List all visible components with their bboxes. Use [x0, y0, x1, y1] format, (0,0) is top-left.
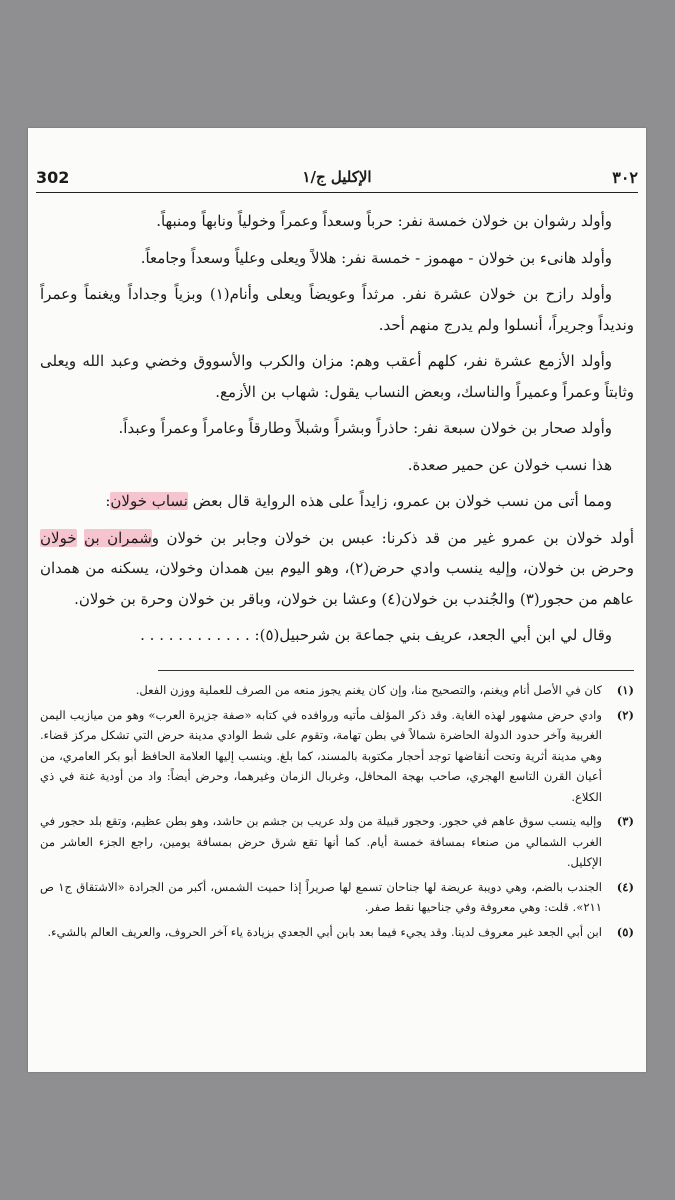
footnote-text: وادي حرض مشهور لهذه الغاية. وقد ذكر المؤلف مأتيه وروافده في كتابه «صفة جزيرة العرب» وهو من ميازيب اليمن الغربية وآخر حدود الدولة الحاضرة شمالاً في بطن تهامة، وتقوم على شط الوادي مدينة حرض التي تشكل مركز قضاء. وهي مدينة أثرية وتحت أنقاضها توجد أحجار مكتوبة بالمسند، كما بلغ. وينسب إليها العلامة الحافظ أبو بكر العامري، من أعيان القرن التاسع الهجري، صاحب بهجة المحافل، وغربال الزمان وغيرهما، وحرض أيضاً: واد من أودية غنة في ذي الكلاع.	[40, 707, 602, 804]
footnote-number: (٣)	[616, 814, 634, 828]
footnote-number: (٤)	[616, 879, 634, 894]
footnote-number: (٢)	[616, 707, 634, 722]
text-segment: أولد خولان بن عمرو غير من قد ذكرنا: عبس بن خولان وجابر بن خولان و	[151, 528, 634, 547]
paragraph	[40, 523, 634, 615]
footnote	[40, 877, 634, 918]
footnote-text: الجندب بالضم، وهي دويبة عريضة لها جناحان تسمع لها صريراً إذا حميت الشمس، أكبر من الجرادة «الاشتقاق ج١ ص ٢١١». قلت: وهي معروفة وفي جناحيها نقط صفر.	[40, 879, 603, 914]
text-segment: ومما أتى من نسب خولان بن عمرو، زايداً على هذه الرواية قال بعض	[187, 492, 612, 510]
text-segment: :	[105, 492, 111, 510]
footnote	[40, 811, 634, 873]
paragraph: وأولد الأزمع عشرة نفر، كلهم أعقب وهم: مزان والكرب والأسووق وخضي وعبد الله ويعلى وثابتاً وعمراً وعميراً والناسك، وبعض النساب يقول: شهاب بن الأزمع.	[40, 352, 634, 401]
main-text	[40, 206, 634, 657]
page-number-arabic: ٣٠٢	[612, 168, 638, 187]
highlighted-text: خولان	[40, 528, 77, 547]
page-header	[36, 168, 638, 194]
footnote	[40, 680, 634, 701]
footnote-number: (٥)	[616, 924, 634, 939]
footnotes	[40, 680, 634, 946]
paragraph: وأولد هانىء بن خولان - مهموز - خمسة نفر: هلالاً ويعلى وعلياً وسعداً وجامعاً.	[140, 248, 612, 267]
footnote-number: (١)	[616, 683, 634, 697]
paragraph: هذا نسب خولان عن حمير صعدة.	[407, 455, 612, 474]
highlighted-text: نساب خولان	[110, 492, 188, 510]
paragraph: وأولد رشوان بن خولان خمسة نفر: حرباً وسعداً وعمراً وخولياً ونابهاً ومنبهاً.	[156, 212, 612, 230]
paragraph: وقال لي ابن أبي الجعد، عريف بني جماعة بن شرحبيل(٥): . . . . . . . . . . . .	[140, 626, 612, 644]
footnote-text: وإليه ينسب سوق عاهم في حجور. وحجور قبيلة من ولد عريب بن جشم بن حاشد، وهو بطن عظيم، وتقع بلد حجور في الغرب الشمالي من صنعاء بمسافة خمسة أيام. كما أنها تقع شرق حرض بمسافة يومين، راجع الجزء العاشر من الإكليل.	[40, 814, 602, 869]
footnote-rule	[158, 670, 634, 671]
header-rule	[36, 192, 638, 193]
paragraph	[40, 486, 634, 517]
paragraph: وأولد رازح بن خولان عشرة نفر. مرثداً وعويضاً ويعلى وأنام(١) وبزياً وجداداً ويغنماً وعمراً ونديداً وجريراً، أنسلوا ولم يدرج منهم أحد.	[40, 285, 634, 334]
footnote	[40, 922, 634, 943]
highlighted-text: شمران بن	[84, 528, 152, 547]
footnote	[40, 705, 634, 808]
text-segment: وحرض بن خولان، وإليه ينسب وادي حرض(٢)، وهو اليوم بين همدان وخولان، يسكنه من همدان عاهم من حجور(٣) والجُندب بن خولان(٤) وعشا بن خولان، وباقر بن خولان وحرة بن خولان.	[40, 559, 634, 608]
footnote-text: كان في الأصل أنام ويغنم، والتصحيح منا، وإن كان يغنم يجوز منعه من الصرف للعملية ووزن الفعل.	[135, 683, 602, 697]
footnote-text: ابن أبي الجعد غير معروف لدينا. وقد يجيء فيما بعد بابن أبي الجعدي بزيادة ياء آخر الحروف، والعريف العالم بالشيء.	[47, 924, 602, 939]
paragraph: وأولد صحار بن خولان سبعة نفر: حاذراً وبشراً وشبلاً وطارقاً وعامراً وعمراً وعبداً.	[118, 419, 612, 437]
running-title: الإكليل ج/١	[302, 168, 372, 186]
page-number-latin: 302	[36, 168, 70, 187]
book-page	[28, 128, 646, 1072]
